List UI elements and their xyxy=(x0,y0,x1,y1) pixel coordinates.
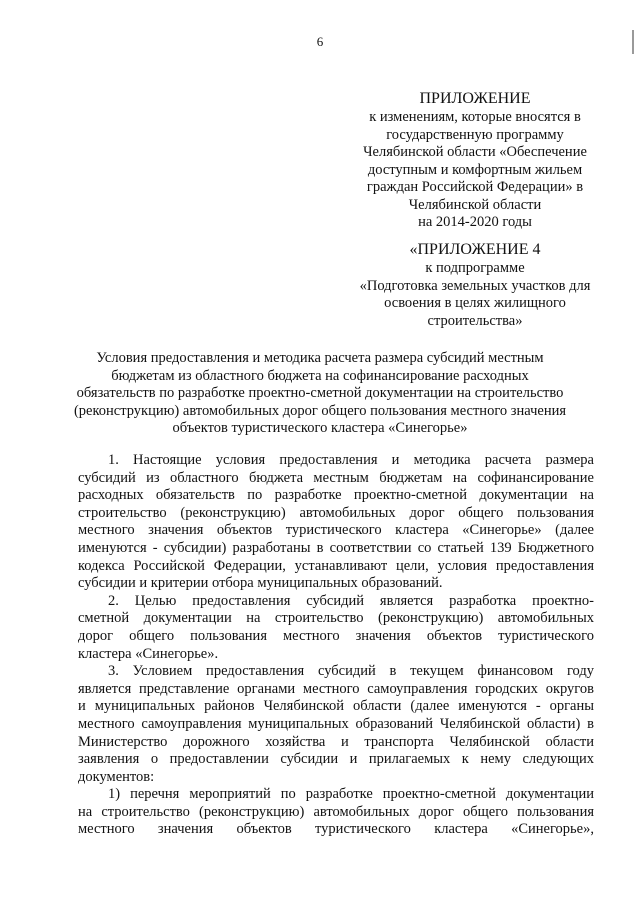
title-line: бюджетам из областного бюджета на софинансирование расходных xyxy=(111,367,529,384)
list-item-1-line: 1) перечня мероприятий по разработке проектно-сметной документации xyxy=(108,786,594,803)
title-line: обязательств по разработке проектно-сметной документации на строительство xyxy=(76,385,564,401)
appendix-line: Челябинской области xyxy=(408,196,542,213)
title-line: объектов туристического кластера «Синегорье» xyxy=(172,420,468,436)
appendix-line: Челябинской области «Обеспечение xyxy=(363,144,587,160)
paragraph-1-line: расходных обязательств по разработке проектно-сметной документации на xyxy=(78,487,594,504)
paragraph-1-line: именуются - субсидии) разработаны в соответствии со статьей 139 Бюджетного xyxy=(78,539,594,556)
paragraph-3-line: является представление органами местного самоуправления городских округов xyxy=(78,680,594,697)
appendix-line: доступным и комфортным жильем xyxy=(367,161,583,178)
list-item-1-line: на строительство (реконструкцию) автомобильных дорог общего пользования xyxy=(78,803,594,820)
document-title xyxy=(60,350,580,438)
appendix-header xyxy=(330,89,620,232)
paragraph-1-line: субсидий из областного бюджета местным бюджетам на софинансирование xyxy=(78,469,594,486)
paragraph-1-line: строительство (реконструкцию) автомобильных дорог общего пользования xyxy=(78,504,594,521)
paragraph-2-line: дорог общего пользования местного значения объектов туристического xyxy=(78,627,594,644)
page-number: 6 xyxy=(316,34,324,49)
paragraph-3-line: Министерство дорожного хозяйства и транспорта Челябинской области xyxy=(78,733,594,750)
appendix4-line: строительства» xyxy=(427,312,523,329)
paragraph-1-line: субсидии и критерии отбора муниципальных образований. xyxy=(78,575,443,592)
paragraph-1-line: кодекса Российской Федерации, устанавливают цели, условия предоставления xyxy=(78,557,594,574)
paragraph-3-line: местного самоуправления муниципальных образований Челябинской области) в xyxy=(78,715,594,732)
paragraph-2-line: 2. Целью предоставления субсидий является разработка проектно- xyxy=(108,592,594,609)
paragraph-1-line: 1. Настоящие условия предоставления и методика расчета размера xyxy=(108,452,594,468)
appendix-heading: ПРИЛОЖЕНИЕ xyxy=(419,90,531,107)
appendix4-header xyxy=(330,240,620,330)
appendix4-line: «Подготовка земельных участков для xyxy=(359,277,591,294)
appendix-line: к изменениям, которые вносятся в xyxy=(369,109,581,125)
appendix-line: граждан Российской Федерации» в xyxy=(366,179,584,195)
body-text xyxy=(78,452,594,839)
paragraph-2-line: сметной документации на строительство (реконструкцию) автомобильных xyxy=(78,610,594,627)
paragraph-3-line: заявления о предоставлении субсидии и прилагаемых к нему следующих xyxy=(78,751,594,768)
list-item-1-line: местного значения объектов туристического кластера «Синегорье», xyxy=(78,821,594,838)
paragraph-3-line: и муниципальных районов Челябинской области (далее именуются - органы xyxy=(78,698,594,715)
appendix4-heading: «ПРИЛОЖЕНИЕ 4 xyxy=(409,241,541,258)
paragraph-3-line: документов: xyxy=(78,768,155,785)
paragraph-1-line: местного значения объектов туристического кластера «Синегорье» (далее xyxy=(78,522,594,539)
appendix-line: на 2014-2020 годы xyxy=(418,214,532,230)
title-line: Условия предоставления и методика расчета размера субсидий местным xyxy=(96,350,544,366)
appendix-line: государственную программу xyxy=(386,126,564,143)
scan-edge-mark xyxy=(632,30,634,54)
paragraph-3-line: 3. Условием предоставления субсидий в текущем финансовом году xyxy=(108,663,594,680)
paragraph-2-line: кластера «Синегорье». xyxy=(78,645,219,662)
appendix4-line: к подпрограмме xyxy=(425,260,525,276)
appendix4-line: освоения в целях жилищного xyxy=(384,295,566,311)
title-line: (реконструкцию) автомобильных дорог общего пользования местного значения xyxy=(73,402,567,419)
